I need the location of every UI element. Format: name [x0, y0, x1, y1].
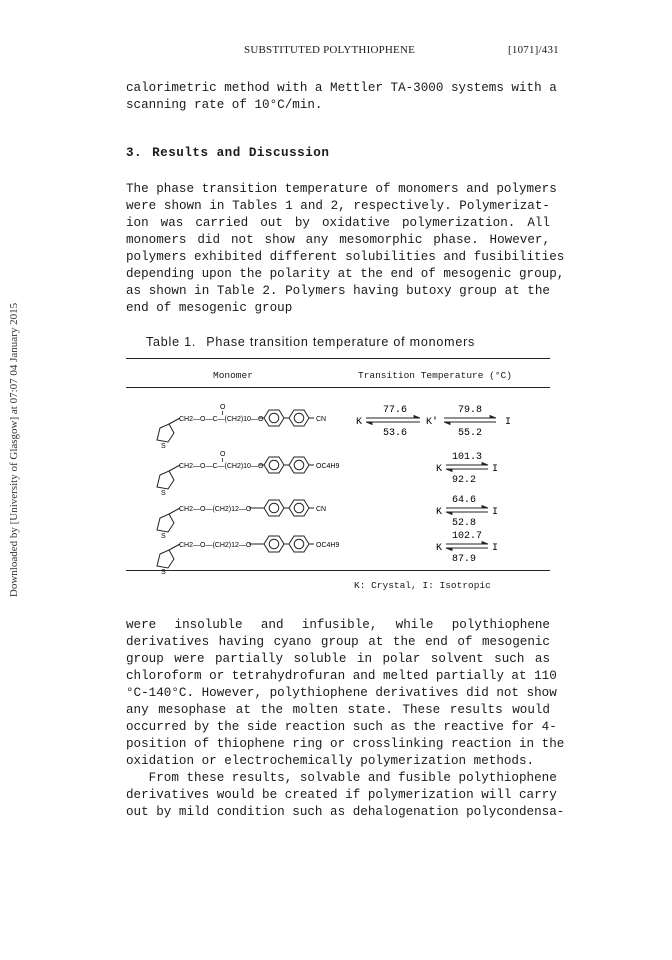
carbonyl-oxygen: O	[220, 404, 226, 411]
cooling-temperature: 92.2	[452, 475, 477, 486]
phase-label: K	[356, 417, 363, 428]
column-header-monomer: Monomer	[213, 370, 253, 381]
phase-label: K	[436, 543, 443, 554]
discussion-paragraph	[126, 617, 565, 821]
heating-temperature: 79.8	[458, 405, 483, 416]
thiophene-ring-icon	[157, 544, 180, 568]
equilibrium-arrow-icon	[446, 542, 488, 551]
text-line: derivatives would be created if polymerization will carry	[126, 788, 557, 802]
text-line: were shown in Tables 1 and 2, respectively. Polymerizat-	[126, 199, 550, 213]
text-line: chloroform or tetrahydrofuran and melted partially at 110	[126, 669, 557, 683]
table-row	[126, 522, 550, 576]
phase-label: K	[436, 507, 443, 518]
equilibrium-arrow-icon	[446, 506, 488, 515]
text-line: were insoluble and infusible, while polythiophene	[126, 618, 550, 632]
end-group: OC4H9	[316, 463, 340, 470]
text-line: calorimetric method with a Mettler TA-3000 systems with a	[126, 81, 557, 95]
spacer-chain: CH2—O—C—(CH2)10—O	[179, 416, 264, 423]
text-line: °C-140°C. However, polythiophene derivatives did not show	[126, 686, 557, 700]
text-line: occurred by the side reaction such as the reactive for 4-	[126, 720, 557, 734]
text-line: any mesophase at the molten state. These results would	[126, 703, 550, 717]
column-header-transition-text: Transition Temperature (°C)	[358, 370, 512, 381]
thiophene-ring-icon	[157, 418, 180, 442]
monomer-structure	[146, 522, 366, 576]
text-line: oxidation or electrochemically polymerization methods.	[126, 754, 535, 768]
text-line: polymers exhibited different solubilities and fusibilities	[126, 250, 565, 264]
table-header-rule	[126, 387, 550, 388]
text-line: scanning rate of 10°C/min.	[126, 98, 323, 112]
biphenyl-icon	[259, 457, 314, 473]
sulfur-atom: S	[161, 569, 166, 576]
sulfur-atom: S	[161, 490, 166, 497]
heating-temperature: 102.7	[452, 531, 483, 542]
intro-paragraph	[126, 80, 557, 114]
cooling-temperature: 87.9	[452, 554, 477, 565]
download-watermark-text: Downloaded by [University of Glasgow] at 07:07 04 January 2015	[8, 302, 20, 598]
phase-label: K'	[426, 417, 439, 428]
section-heading	[126, 146, 329, 160]
biphenyl-icon	[249, 536, 314, 552]
text-line: group were partially soluble in polar solvent such as	[126, 652, 550, 666]
text-line: out by mild condition such as dehalogenation polycondensa-	[126, 805, 565, 819]
text-line: ion was carried out by oxidative polymerization. All	[126, 216, 550, 230]
end-group: CN	[316, 506, 327, 513]
column-header-transition	[358, 370, 512, 381]
heating-temperature: 77.6	[383, 405, 408, 416]
heating-temperature: 101.3	[452, 452, 483, 463]
section-number: 3.	[126, 146, 143, 160]
heating-temperature: 64.6	[452, 495, 477, 506]
phase-label: I	[492, 464, 499, 475]
spacer-chain: CH2—O—(CH2)12—O	[179, 542, 252, 549]
phase-label: I	[492, 543, 499, 554]
equilibrium-arrow-icon	[446, 463, 488, 472]
text-line: as shown in Table 2. Polymers having butoxy group at the	[126, 284, 550, 298]
page-number: [1071]/431	[508, 44, 559, 56]
table-top-rule	[126, 358, 550, 359]
text-line: The phase transition temperature of monomers and polymers	[126, 182, 557, 196]
table-footnote: K: Crystal, I: Isotropic	[354, 580, 491, 591]
biphenyl-icon	[259, 410, 314, 426]
monomer-structure	[146, 396, 366, 450]
phase-label: I	[492, 507, 499, 518]
table-label: Table 1.	[146, 335, 197, 349]
running-header	[0, 44, 672, 60]
phase-label: I	[505, 417, 512, 428]
table-caption	[146, 335, 475, 349]
text-line: derivatives having cyano group at the end of mesogenic	[126, 635, 550, 649]
cooling-temperature: 52.8	[452, 518, 477, 529]
text-line: monomers did not show any mesomorphic phase. However,	[126, 233, 550, 247]
section-title: Results and Discussion	[152, 146, 330, 160]
text-line: end of mesogenic group	[126, 301, 293, 315]
carbonyl-oxygen: O	[220, 451, 226, 458]
table-bottom-rule	[126, 570, 550, 571]
cooling-temperature: 55.2	[458, 428, 483, 439]
spacer-chain: CH2—O—(CH2)12—O	[179, 506, 252, 513]
equilibrium-arrow-icon	[366, 416, 420, 425]
results-paragraph	[126, 181, 565, 317]
sulfur-atom: S	[161, 443, 166, 450]
equilibrium-arrow-icon	[444, 416, 496, 425]
text-line: From these results, solvable and fusible polythiophene	[126, 771, 557, 785]
table-title: Phase transition temperature of monomers	[206, 335, 476, 349]
download-watermark	[5, 235, 23, 665]
text-line: depending upon the polarity at the end of mesogenic group,	[126, 267, 565, 281]
transition-scheme	[406, 522, 586, 576]
spacer-chain: CH2—O—C—(CH2)10—O	[179, 463, 264, 470]
running-title: SUBSTITUTED POLYTHIOPHENE	[244, 44, 416, 56]
end-group: CN	[316, 416, 327, 423]
table-row	[126, 396, 550, 450]
cooling-temperature: 53.6	[383, 428, 408, 439]
biphenyl-icon	[249, 500, 314, 516]
sulfur-atom: S	[161, 533, 166, 540]
phase-label: K	[436, 464, 443, 475]
end-group: OC4H9	[316, 542, 340, 549]
text-line: position of thiophene ring or crosslinking reaction in the	[126, 737, 565, 751]
transition-scheme	[352, 396, 532, 450]
